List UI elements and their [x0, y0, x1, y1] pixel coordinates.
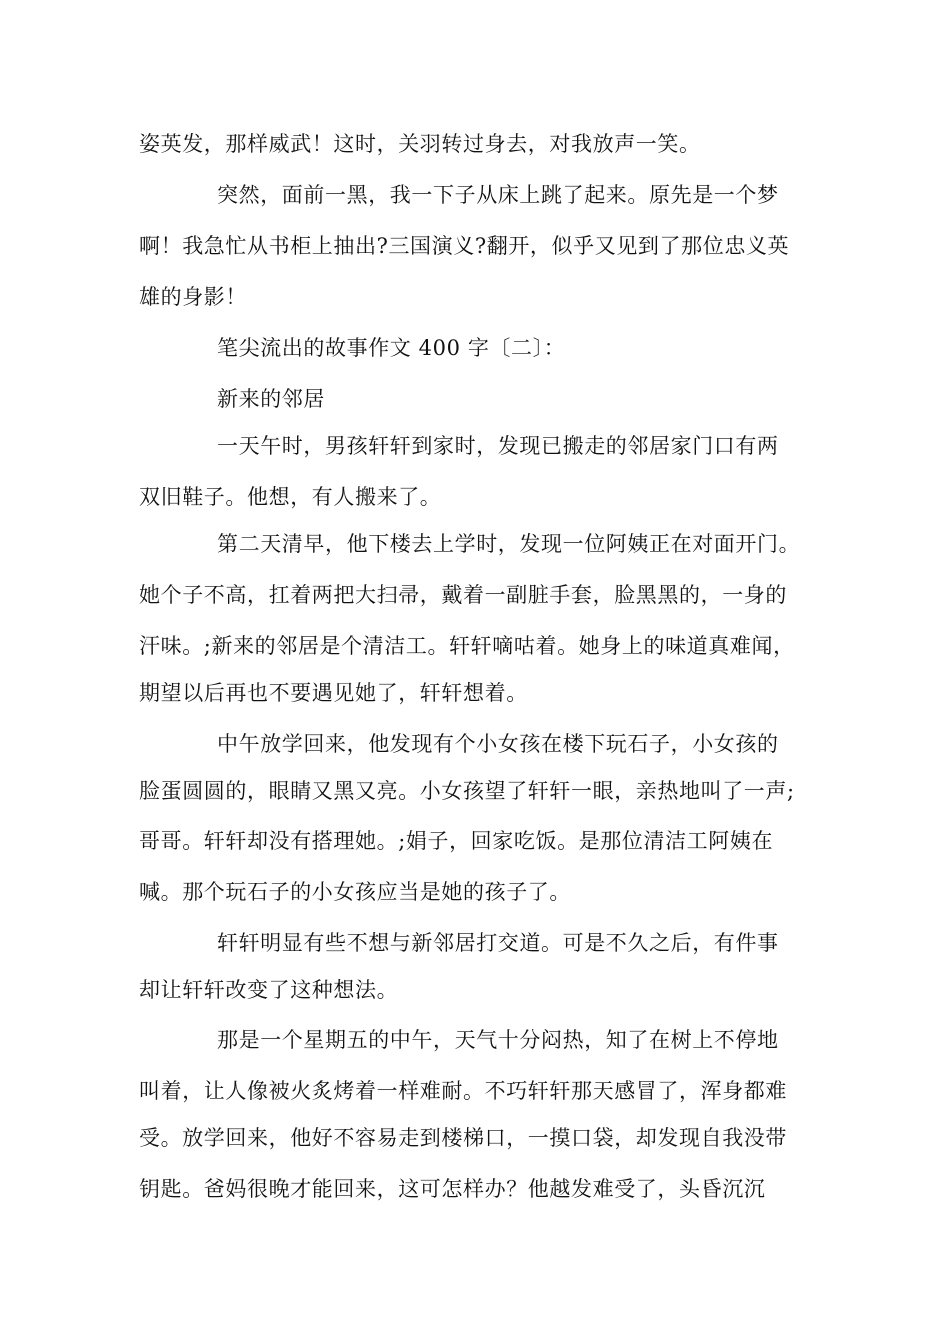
text-line: 却让轩轩改变了这种想法。: [139, 978, 399, 1002]
story-title: 新来的邻居: [217, 387, 325, 411]
text-line: 期望以后再也不要遇见她了，轩轩想着。: [139, 681, 528, 705]
text-line: 那是一个星期五的中午，天气十分闷热，知了在树上不停地: [217, 1028, 779, 1052]
text-line: 一天午时，男孩轩轩到家时，发现已搬走的邻居家门口有两: [217, 434, 779, 458]
text-line: 叫着，让人像被火炙烤着一样难耐。不巧轩轩那天感冒了，浑身都难: [139, 1079, 787, 1103]
text-line: 雄的身影！: [139, 285, 247, 309]
text-line: 脸蛋圆圆的，眼睛又黑又亮。小女孩望了轩轩一眼，亲热地叫了一声;: [139, 779, 795, 803]
text-line: 双旧鞋子。他想，有人搬来了。: [139, 485, 442, 509]
text-line: 喊。那个玩石子的小女孩应当是她的孩子了。: [139, 880, 571, 904]
text-line: 啊！我急忙从书柜上抽出?三国演义?翻开，似乎又见到了那位忠义英: [139, 234, 790, 258]
text-line: 突然，面前一黑，我一下子从床上跳了起来。原先是一个梦: [217, 183, 779, 207]
text-line: 她个子不高，扛着两把大扫帚，戴着一副脏手套，脸黑黑的，一身的: [139, 583, 787, 607]
text-line: 轩轩明显有些不想与新邻居打交道。可是不久之后，有件事: [217, 931, 779, 955]
text-line: 姿英发，那样威武！这时，关羽转过身去，对我放声一笑。: [139, 132, 701, 156]
text-line: 哥哥。轩轩却没有搭理她。;娟子，回家吃饭。是那位清洁工阿姨在: [139, 829, 774, 853]
text-line: 汗味。;新来的邻居是个清洁工。轩轩嘀咕着。她身上的味道真难闻，: [139, 634, 795, 658]
text-line: 第二天清早，他下楼去上学时，发现一位阿姨正在对面开门。: [217, 532, 801, 556]
text-line: 受。放学回来，他好不容易走到楼梯口，一摸口袋，却发现自我没带: [139, 1126, 787, 1150]
text-line: 中午放学回来，他发现有个小女孩在楼下玩石子，小女孩的: [217, 732, 779, 756]
text-line: 钥匙。爸妈很晚才能回来，这可怎样办？他越发难受了，头昏沉沉: [139, 1177, 766, 1201]
section-heading: 笔尖流出的故事作文 400 字〔二〕：: [217, 336, 566, 360]
